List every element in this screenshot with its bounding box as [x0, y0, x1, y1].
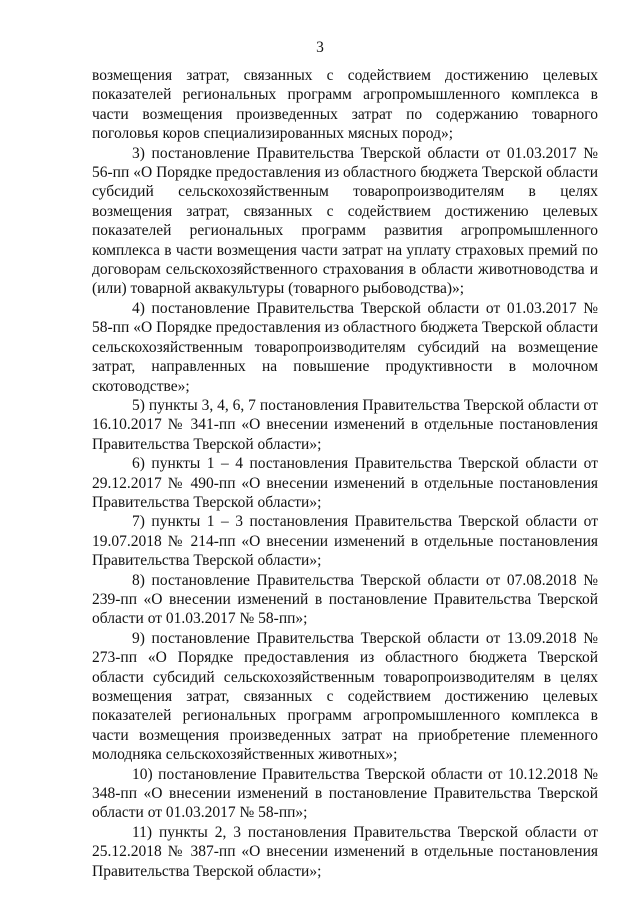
- paragraph-item-6: 6) пункты 1 – 4 постановления Правительства Тверской области от 29.12.2017 № 490-пп «О внесении изменений в отдельные постановления Правительства Тверской области»;: [92, 455, 598, 511]
- paragraph-item-10: 10) постановление Правительства Тверской области от 10.12.2018 № 348-пп «О внесении изменений в постановление Правительства Тверской области от 01.03.2017 № 58-пп»;: [92, 765, 598, 822]
- paragraph-item-3: 3) постановление Правительства Тверской области от 01.03.2017 № 56-пп «О Порядке предоставления из областного бюджета Тверской области субсидий сельскохозяйственным товаропроизводителям в целях возмещения затрат, связанных с содействием достижению целевых показателей региональных программ развития агропромышленного комплекса в части возмещения части затрат на уплату страховых премий по договорам сельскохозяйственного страхования в области животноводства и (или) товарной аквакультуры (товарного рыбоводства)»;: [92, 144, 598, 298]
- paragraph-item-5: 5) пункты 3, 4, 6, 7 постановления Правительства Тверской области от 16.10.2017 № 341-пп «О внесении изменений в отдельные постановления Правительства Тверской области»;: [92, 396, 598, 453]
- document-body: [92, 66, 598, 881]
- paragraph-item-8: 8) постановление Правительства Тверской области от 07.08.2018 № 239-пп «О внесении изменений в постановление Правительства Тверской области от 01.03.2017 № 58-пп»;: [92, 571, 598, 628]
- paragraph-item-4: 4) постановление Правительства Тверской области от 01.03.2017 № 58-пп «О Порядке предоставления из областного бюджета Тверской области сельскохозяйственным товаропроизводителям субсидий на возмещение затрат, направленных на повышение продуктивности в молочном скотоводстве»;: [92, 299, 598, 395]
- paragraph-item-11: 11) пункты 2, 3 постановления Правительства Тверской области от 25.12.2018 № 387-пп «О внесении изменений в отдельные постановления Правительства Тверской области»;: [92, 823, 598, 880]
- paragraph-item-9: 9) постановление Правительства Тверской области от 13.09.2018 № 273-пп «О Порядке предоставления из областного бюджета Тверской области субсидий сельскохозяйственным товаропроизводителям в целях возмещения затрат, связанных с содействием достижению целевых показателей региональных программ агропромышленного комплекса в части возмещения произведенных затрат на приобретение племенного молодняка сельскохозяйственных животных»;: [92, 629, 598, 764]
- paragraph-item-2-continuation: возмещения затрат, связанных с содействием достижению целевых показателей региональных программ агропромышленного комплекса в части возмещения произведенных затрат по содержанию товарного поголовья коров специализированных мясных пород»;: [92, 67, 598, 143]
- paragraph-item-7: 7) пункты 1 – 3 постановления Правительства Тверской области от 19.07.2018 № 214-пп «О внесении изменений в отдельные постановления Правительства Тверской области»;: [92, 513, 598, 570]
- page-number: 3: [316, 39, 324, 56]
